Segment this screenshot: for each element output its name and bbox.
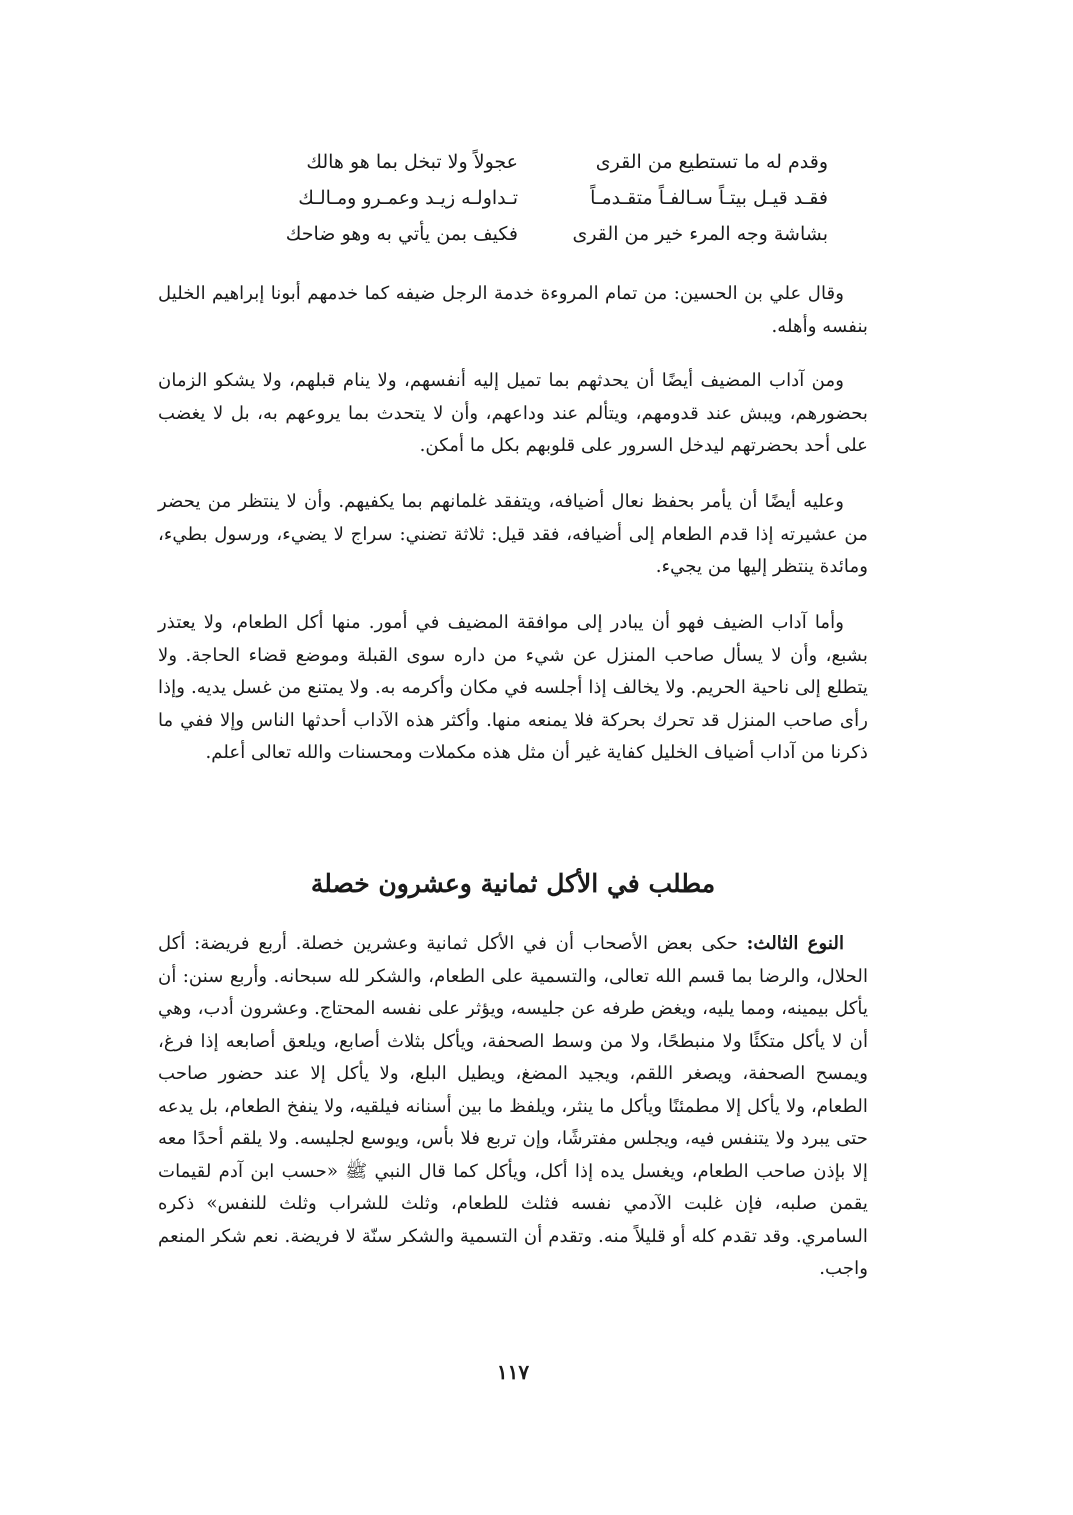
poem-verse [228,180,828,216]
poem [228,144,828,252]
paragraph-body: حكى بعض الأصحاب أن في الأكل ثمانية وعشرين خصلة. أربع فريضة: أكل الحلال، والرضا بما قسم الله تعالى، والتسمية على الطعام، والشكر لله سبحانه. وأربع سنن: أن يأكل بيمينه، ومما يليه، ويغض طرفه عن جليسه، ويؤثر على نفسه المحتاج. وعشرون أدب، وهي أن لا يأكل متكئًا ولا منبطحًا، ولا من وسط الصحفة، ويأكل بثلاث أصابع، ويلعق أصابعه إذا فرغ، ويمسح الصحفة، ويصغر اللقم، ويجيد المضغ، ويطيل البلع، ولا يأكل إلا عند حضور صاحب الطعام، ولا يأكل إلا مطمئنًا ويأكل ما ينثر، ويلفظ ما بين أسنانه فيلقيه، ولا ينفخ الطعام، بل يدعه حتى يبرد ولا يتنفس فيه، ويجلس مفترشًا، وإن تربع فلا بأس، ويوسع لجليسه. ولا يلقم أحدًا معه إلا بإذن صاحب الطعام، ويغسل يده إذا أكل، ويأكل كما قال النبي ﷺ «حسب ابن آدم لقيمات يقمن صلبه، فإن غلبت الآدمي نفسه فثلث للطعام، وثلث للشراب وثلث للنفس» ذكره السامري. وقد تقدم كله أو قليلاً منه. وتقدم أن التسمية والشكر سنّة لا فريضة. نعم شكر المنعم واجب. [158,933,868,1279]
paragraph-host-manners [158,365,868,472]
poem-second-hemistich: فكيف بمن يأتي به وهو ضاحك [285,223,518,245]
paragraph-guest-manners [158,607,868,779]
section-heading: مطلب في الأكل ثمانية وعشرون خصلة [310,869,716,898]
poem-verse [228,216,828,252]
poem-second-hemistich: عجولاً ولا تبخل بما هو هالك [306,151,518,173]
poem-first-hemistich: وقدم له ما تستطيع من القرى [595,151,828,173]
page-number: ١١٧ [496,1360,530,1384]
paragraph-text: وقال علي بن الحسين: من تمام المروءة خدمة الرجل ضيفه كما خدمهم أبونا إبراهيم الخليل بنفسه وأهله. [158,283,868,337]
paragraph-host-duty [158,486,868,593]
paragraph-text [158,928,868,1286]
paragraph-text: وعليه أيضًا أن يأمر بحفظ نعال أضيافه، ويتفقد غلمانهم بما يكفيهم. وأن لا ينتظر من يحضر من عشيرته إذا قدم الطعام إلى أضيافه، فقد قيل: ثلاثة تضني: سراج لا يضيء، ورسول بطيء، ومائدة ينتظر إليها من يجيء. [158,491,868,577]
book-page [158,0,868,1515]
poem-second-hemistich: تـداولـه زيـد وعمـرو ومـالـك [298,187,518,209]
paragraph-text: ومن آداب المضيف أيضًا أن يحدثهم بما تميل إليه أنفسهم، ولا ينام قبلهم، ولا يشكو الزمان بحضورهم، ويبش عند قدومهم، ويتألم عند وداعهم، وأن لا يتحدث بما يروعهم به، بل لا يغضب على أحد بحضرتهم ليدخل السرور على قلوبهم بكل ما أمكن. [158,370,868,456]
paragraph-ali-ibn-al-husayn [158,278,868,352]
poem-first-hemistich: بشاشة وجه المرء خير من القرى [572,223,828,245]
paragraph-lead: النوع الثالث: [746,933,844,954]
paragraph-text: وأما آداب الضيف فهو أن يبادر إلى موافقة المضيف في أمور. منها أكل الطعام، ولا يعتذر بشبع، وأن لا يسأل صاحب المنزل عن شيء من داره سوى القبلة وموضع قضاء الحاجة. ولا يتطلع إلى ناحية الحريم. ولا يخالف إذا أجلسه في مكان وأكرمه به. ولا يمتنع من غسل يديه. وإذا رأى صاحب المنزل قد تحرك بحركة فلا يمنعه منها. وأكثر هذه الآداب أحدثها الناس وإلا ففي ما ذكرنا من آداب أضياف الخليل كفاية غير أن مثل هذه مكملات ومحسنات والله تعالى أعلم. [158,612,868,763]
poem-first-hemistich: فقـد قيـل بيتـاً سـالفـاً متقـدمـاً [590,187,828,209]
poem-verse [228,144,828,180]
paragraph-eating-manners [158,928,868,1295]
